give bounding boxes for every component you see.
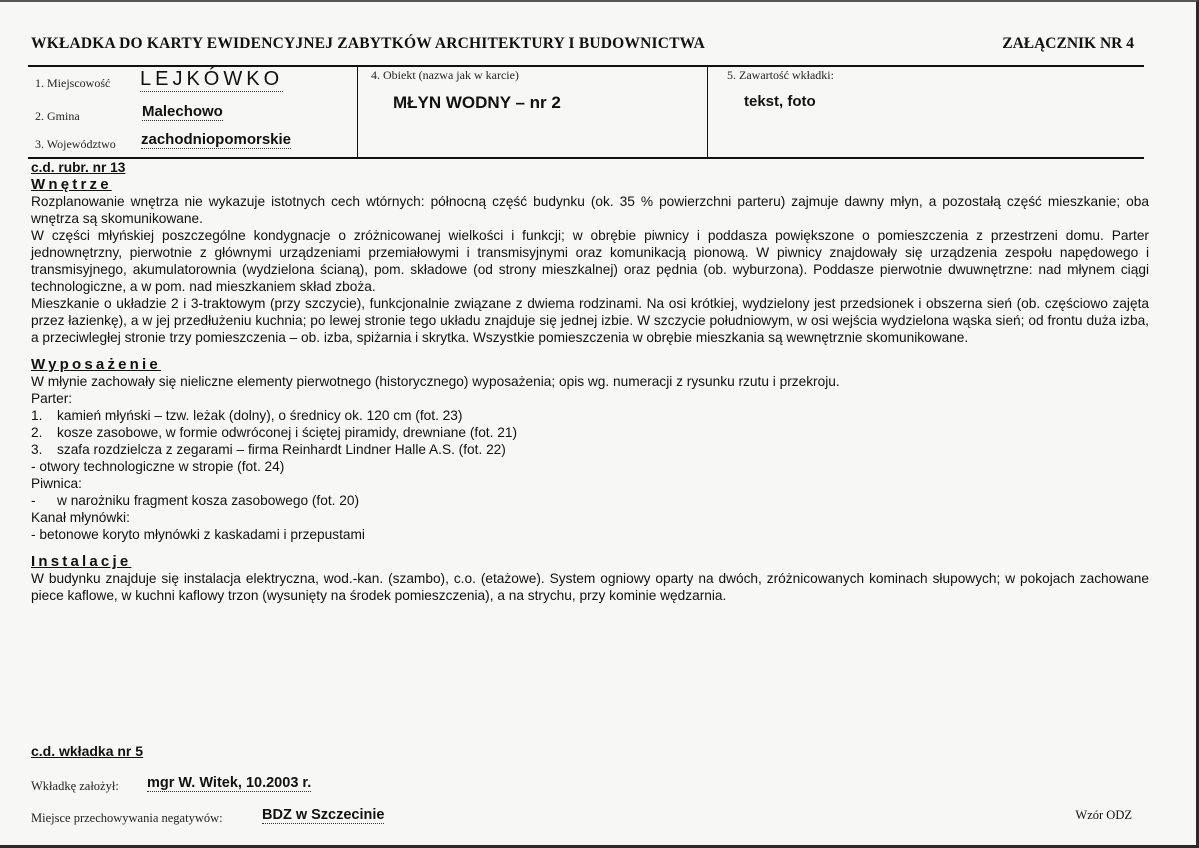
instalacje-heading: Instalacje bbox=[31, 553, 132, 570]
wyposazenie-intro: W młynie zachowały się nieliczne elementy pierwotnego (historycznego) wyposażenia; opis wg. numeracji z rysunku rzutu i przekroju. bbox=[31, 374, 840, 389]
wnetrze-paragraph: Rozplanowanie wnętrza nie wykazuje istotnych cech wtórnych: północną część budynku (ok. 35 % powierzchni parteru) zajmuje dawny młyn, a pozostałą część mieszkanie; oba wnętrza są skomunikowane. bbox=[31, 194, 1149, 226]
list-number: 3. bbox=[31, 442, 43, 457]
list-text: szafa rozdzielcza z zegarami – firma Reinhardt Lindner Halle A.S. (fot. 22) bbox=[57, 442, 506, 457]
gmina-value: Malechowo bbox=[142, 103, 223, 120]
gmina-label: 2. Gmina bbox=[35, 109, 80, 123]
form-template-mark: Wzór ODZ bbox=[1075, 808, 1132, 822]
negatywy-value: BDZ w Szczecinie bbox=[262, 807, 385, 823]
miejscowosc-value: LEJKÓWKO bbox=[140, 68, 284, 90]
zalozyl-value: mgr W. Witek, 10.2003 r. bbox=[147, 775, 312, 791]
body-content bbox=[31, 159, 1149, 604]
list-text: kosze zasobowe, w formie odwróconej i ściętej piramidy, drewniane (fot. 21) bbox=[57, 425, 518, 440]
column-divider-1 bbox=[357, 66, 358, 158]
kanal-label: Kanał młynówki: bbox=[31, 510, 130, 525]
wnetrze-paragraph: Mieszkanie o układzie 2 i 3-traktowym (przy szczycie), funkcjonalnie związane z dwiema rodzinami. Na osi krótkiej, wydzielony jest przedsionek i obszerna sień (ob. częściowo zajęta przez łazienkę), a w jej przedłużeniu kuchnia; po lewej stronie tego układu znajduje się jednej izbie. W szczycie południowym, w osi wejścia wydzielona wąska sień; od frontu duża izba, a przeciwległej stronie trzy pomieszczenia – ob. izba, spiżarnia i skrytka. Wszystkie pomieszczenia w obrębie mieszkania są wewnętrznie skomunikowane. bbox=[31, 296, 1149, 345]
list-number: - bbox=[31, 493, 36, 508]
wojewodztwo-value: zachodniopomorskie bbox=[141, 131, 292, 148]
parter-extra: - otwory technologiczne w stropie (fot. 24) bbox=[31, 459, 285, 474]
list-text: w narożniku fragment kosza zasobowego (fot. 20) bbox=[57, 493, 360, 508]
wyposazenie-heading: Wyposażenie bbox=[31, 356, 161, 373]
wojewodztwo-label: 3. Województwo bbox=[35, 137, 116, 151]
zalozyl-label: Wkładkę założył: bbox=[31, 779, 119, 793]
negatywy-label: Miejsce przechowywania negatywów: bbox=[31, 811, 223, 825]
column-divider-2 bbox=[707, 66, 708, 158]
cd-rubr: c.d. rubr. nr 13 bbox=[31, 160, 126, 175]
parter-label: Parter: bbox=[31, 391, 73, 406]
list-item bbox=[31, 492, 1149, 509]
piwnica-label: Piwnica: bbox=[31, 476, 82, 491]
zawartosc-value: tekst, foto bbox=[744, 93, 816, 110]
list-item bbox=[31, 441, 1149, 458]
form-title: WKŁADKA DO KARTY EWIDENCYJNEJ ZABYTKÓW ARCHITEKTURY I BUDOWNICTWA bbox=[31, 35, 706, 52]
wnetrze-paragraph: W części młyńskiej poszczególne kondygnacje o zróżnicowanej wielkości i funkcji; w obrębie piwnicy i poddasza powiększone o pomieszczenia z przestrzeni domu. Parter jednownętrzny, pierwotnie z głównymi urządzeniami przemiałowymi i transmisyjnymi oraz komunikacją pionową. W piwnicy znajdowały się urządzenia zespołu napędowego i transmisyjnego, akumulatorownia (wydzielona ścianą), pom. składowe (od strony mieszkalnej) oraz pędnia (ob. wyburzona). Poddasze pierwotnie dwuwnętrzne: nad młynem ciągi technologiczne, a w pom. nad mieszkaniem skład zboża. bbox=[31, 228, 1149, 294]
instalacje-text: W budynku znajduje się instalacja elektryczna, wod.-kan. (szambo), c.o. (etażowe). System ogniowy oparty na dwóch, zróżnicowanych kominach słupowych; w pokojach zachowane piece kaflowe, w kuchni kaflowy trzon (wysunięty na środek pomieszczenia), a na strychu, przy kominie wędzarnia. bbox=[31, 571, 1149, 603]
list-item bbox=[31, 407, 1149, 424]
miejscowosc-label: 1. Miejscowość bbox=[35, 76, 111, 90]
list-text: kamień młyński – tzw. leżak (dolny), o średnicy ok. 120 cm (fot. 23) bbox=[57, 408, 463, 423]
list-item bbox=[31, 424, 1149, 441]
annex-number: ZAŁĄCZNIK NR 4 bbox=[1002, 35, 1134, 52]
cd-wkladka: c.d. wkładka nr 5 bbox=[31, 743, 144, 759]
top-rule bbox=[28, 65, 1144, 67]
zawartosc-label: 5. Zawartość wkładki: bbox=[727, 68, 834, 82]
obiekt-value: MŁYN WODNY – nr 2 bbox=[393, 93, 561, 112]
wnetrze-heading: Wnętrze bbox=[31, 176, 112, 193]
list-number: 2. bbox=[31, 425, 43, 440]
list-number: 1. bbox=[31, 408, 43, 423]
kanal-item: - betonowe koryto młynówki z kaskadami i przepustami bbox=[31, 527, 365, 542]
obiekt-label: 4. Obiekt (nazwa jak w karcie) bbox=[371, 68, 519, 82]
